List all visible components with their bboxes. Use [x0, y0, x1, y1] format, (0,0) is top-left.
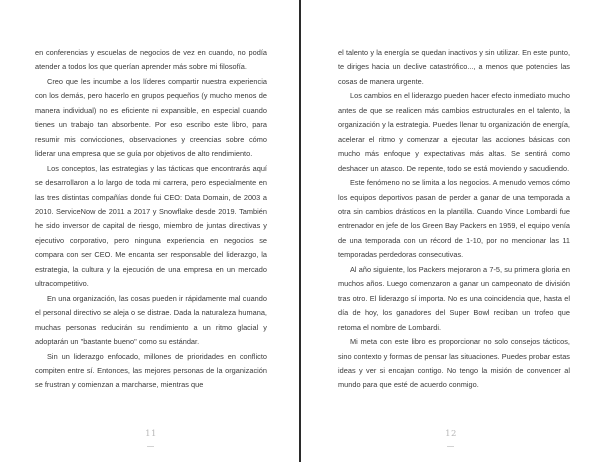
paragraph: Los conceptos, las estrategias y las tácticas que encontrarás aquí se desarrollaron a lo largo de toda mi carrera, pero especialmente en las tres distintas compañías donde fui CEO: Data Domain, de 2003 a 2010. ServiceNow de 2011 a 2017 y Snowflake desde 2019. También he sido inversor de capital de riesgo, miembro de juntas directivas y ejecutivo corporativo, pero ninguna experiencia en negocios se compara con ser CEO. Me encanta ser responsable del liderazgo, la estrategia, la cultura y la ejecución de una empresa en un mercado ultracompetitivo. — [35, 163, 267, 289]
page-number-mark — [147, 446, 154, 447]
page-number: 11 — [145, 429, 157, 439]
paragraph: en conferencias y escuelas de negocios de vez en cuando, no podía atender a todos los que querían aprender más sobre mi filosofía. — [35, 48, 267, 72]
paragraph: el talento y la energía se quedan inactivos y sin utilizar. En este punto, te diriges hacia un declive catastrófico..., a menos que potencies las cosas de manera urgente. — [338, 48, 570, 86]
paragraph: En una organización, las cosas pueden ir rápidamente mal cuando el personal directivo se aleja o se distrae. Dada la naturaleza humana, muchas personas reducirán su rendimiento a un ritmo glacial y adoptarán un "bastante bueno" como su estándar. — [35, 293, 267, 347]
page-number-mark — [447, 446, 454, 447]
paragraph: Sin un liderazgo enfocado, millones de prioridades en conflicto compiten entre sí. Entonces, las mejores personas de la organización se frustran y comienzan a marcharse, mientras que — [35, 351, 267, 390]
paragraph: Este fenómeno no se limita a los negocios. A menudo vemos cómo los equipos deportivos pasan de perder a ganar de una temporada a otra sin cambios drásticos en la plantilla. Cuando Vince Lombardi fue entrenador en jefe de los Green Bay Packers en 1959, el equipo venía de una temporada con un récord de 1-10, por no mencionar las 11 temporadas perdedoras consecutivas. — [338, 178, 570, 260]
paragraph: Creo que les incumbe a los líderes compartir nuestra experiencia con los demás, pero hacerlo en grupos pequeños (y mucho menos de manera individual) no es eficiente ni expansible, en especial cuando tienes un trabajo tan absorbente. Por eso escribo este libro, para resumir mis convicciones, observaciones y creencias sobre cómo liderar una empresa que se guía por objetivos de alto rendimiento. — [35, 76, 267, 159]
page-number: 12 — [445, 429, 457, 439]
paragraph: Al año siguiente, los Packers mejoraron a 7-5, su primera gloria en muchos años. Luego comenzaron a ganar un campeonato de división tras otro. El liderazgo sí importa. No es una coincidencia que, hasta el día de hoy, los ganadores del Super Bowl reciban un trofeo que retoma el nombre de Lombardi. — [338, 264, 570, 332]
paragraph: Los cambios en el liderazgo pueden hacer efecto inmediato mucho antes de que se realicen más cambios estructurales en el talento, la organización y la estrategia. Puedes llenar tu organización de energía, acelerar el ritmo y comenzar a ejecutar las acciones básicas con mucho más enfoque y expectativas más altas. Se sentirá como deshacer un atasco. De repente, todo se está moviendo y sacudiendo. — [338, 91, 570, 173]
right-page-body — [338, 46, 570, 393]
left-page — [0, 0, 299, 462]
right-page — [301, 0, 600, 462]
paragraph: Mi meta con este libro es proporcionar no solo consejos tácticos, sino contexto y formas de pensar las situaciones. Puedes probar estas ideas y ver si encajan contigo. No tengo la misión de convencer al mundo para que esté de acuerdo conmigo. — [338, 337, 570, 390]
left-page-body — [35, 46, 267, 393]
